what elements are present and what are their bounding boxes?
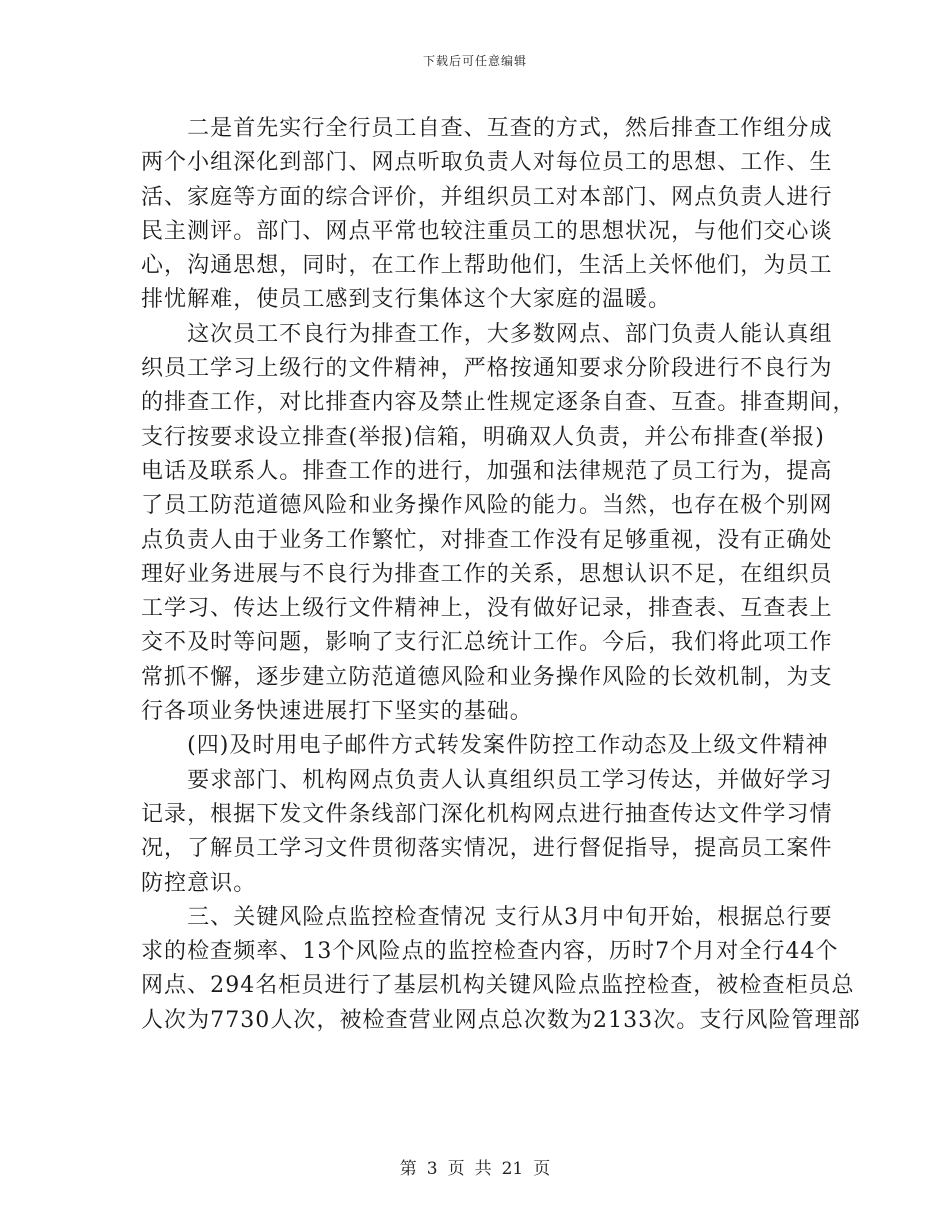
body-line: 要求部门、机构网点负责人认真组织员工学习传达，并做好学习	[141, 767, 833, 793]
body-line: 网点、294名柜员进行了基层机构关键风险点监控检查，被检查柜员总	[141, 973, 855, 999]
body-line: 三、关键风险点监控检查情况 支行从3月中旬开始，根据总行要	[141, 904, 833, 930]
document-body	[141, 112, 861, 1038]
body-line: 行各项业务快速进展打下坚实的基础。	[141, 699, 533, 725]
footer-total-pages: 21	[501, 1159, 524, 1179]
footer-page-suffix: 页	[533, 1159, 551, 1179]
footer-page-number: 3	[426, 1159, 438, 1179]
body-line: 求的检查频率、13个风险点的监控检查内容，历时7个月对全行44个	[141, 939, 839, 965]
body-line: 这次员工不良行为排查工作，大多数网点、部门负责人能认真组	[141, 321, 833, 347]
body-line: 了员工防范道德风险和业务操作风险的能力。当然，也存在极个别网	[141, 493, 833, 519]
body-line: 支行按要求设立排查(举报)信箱，明确双人负责，并公布排查(举报)	[141, 424, 825, 450]
footer-page-prefix: 第	[399, 1159, 417, 1179]
body-line: 理好业务进展与不良行为排查工作的关系，思想认识不足，在组织员	[141, 561, 833, 587]
body-line: 人次为7730人次，被检查营业网点总次数为2133次。支行风险管理部	[141, 1007, 861, 1033]
body-line: 交不及时等问题，影响了支行汇总统计工作。今后，我们将此项工作	[141, 630, 833, 656]
body-line: 二是首先实行全行员工自查、互查的方式，然后排查工作组分成	[141, 116, 833, 141]
body-line: 排忧解难，使员工感到支行集体这个大家庭的温暖。	[141, 287, 672, 313]
body-line: 民主测评。部门、网点平常也较注重员工的思想状况，与他们交心谈	[141, 218, 833, 244]
body-line: 常抓不懈，逐步建立防范道德风险和业务操作风险的长效机制，为支	[141, 664, 833, 690]
body-line: 记录，根据下发文件条线部门深化机构网点进行抽查传达文件学习情	[141, 801, 833, 827]
body-line: 工学习、传达上级行文件精神上，没有做好记录，排查表、互查表上	[141, 596, 833, 622]
page-header: 下载后可任意编辑	[422, 54, 527, 68]
body-line: 两个小组深化到部门、网点听取负责人对每位员工的思想、工作、生	[141, 150, 833, 176]
body-line: 防控意识。	[141, 870, 257, 896]
footer-total-label: 共	[474, 1159, 492, 1179]
page-footer	[0, 1154, 950, 1179]
body-line: 点负责人由于业务工作繁忙，对排查工作没有足够重视，没有正确处	[141, 527, 833, 553]
body-line: 的排查工作，对比排查内容及禁止性规定逐条自查、互查。排查期间，	[141, 390, 856, 416]
body-line: 电话及联系人。排查工作的进行，加强和法律规范了员工行为，提高	[141, 458, 833, 484]
footer-page-mid: 页	[447, 1159, 465, 1179]
body-line: 心，沟通思想，同时，在工作上帮助他们，生活上关怀他们，为员工	[141, 253, 833, 279]
body-line: 织员工学习上级行的文件精神，严格按通知要求分阶段进行不良行为	[141, 356, 833, 382]
body-line: (四)及时用电子邮件方式转发案件防控工作动态及上级文件精神	[141, 733, 829, 759]
body-line: 活、家庭等方面的综合评价，并组织员工对本部门、网点负责人进行	[141, 184, 833, 210]
body-line: 况，了解员工学习文件贯彻落实情况，进行督促指导，提高员工案件	[141, 836, 833, 862]
